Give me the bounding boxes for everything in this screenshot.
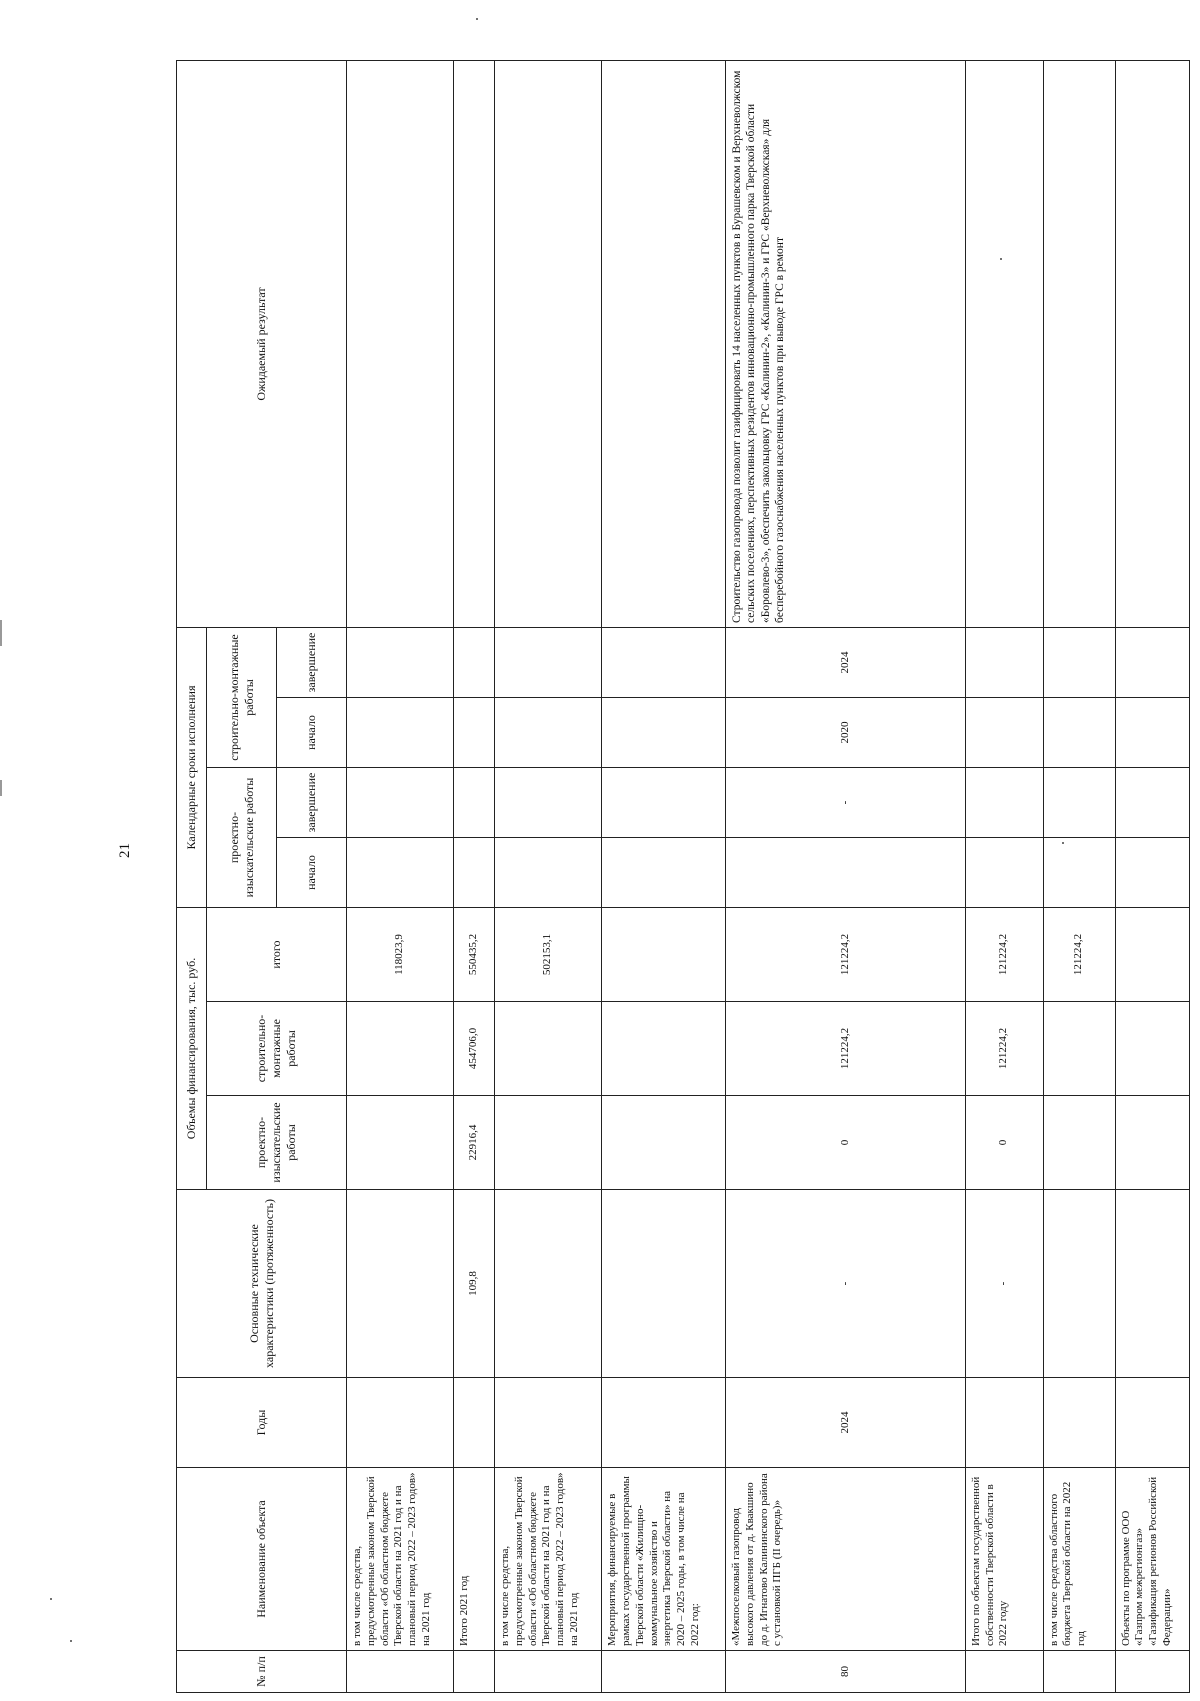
cell-result <box>495 60 602 627</box>
cell-construct-end: 2024 <box>726 627 966 697</box>
cell-fin-total: 118023,9 <box>347 908 454 1002</box>
cell-num <box>1043 1651 1115 1693</box>
header-fin-design: проектно-изыскательские работы <box>207 1096 347 1190</box>
cell-num <box>602 1651 726 1693</box>
cell-fin-total: 502153,1 <box>495 908 602 1002</box>
cell-fin-construct <box>1043 1002 1115 1096</box>
cell-num <box>454 1651 495 1693</box>
cell-design-start <box>347 838 454 908</box>
header-tech: Основные технические характеристики (протяженность) <box>177 1190 347 1378</box>
cell-name: в том числе средства, предусмотренные законом Тверской области «Об областном бюджете Тверской области на 2021 год и на плановый период 2022 – 2023 годов» на 2021 год <box>347 1468 454 1651</box>
cell-years <box>1115 1378 1189 1468</box>
table-row <box>965 60 1043 1692</box>
cell-design-end <box>1043 768 1115 838</box>
header-design-end: завершение <box>277 768 347 838</box>
cell-fin-design: 0 <box>726 1096 966 1190</box>
cell-num <box>495 1651 602 1693</box>
cell-design-start <box>1115 838 1189 908</box>
cell-fin-total <box>1115 908 1189 1002</box>
header-cal-construct: строительно-монтажные работы <box>207 627 277 767</box>
cell-tech <box>495 1190 602 1378</box>
cell-result <box>1043 60 1115 627</box>
cell-fin-construct: 454706,0 <box>454 1002 495 1096</box>
cell-design-start <box>454 838 495 908</box>
cell-tech <box>602 1190 726 1378</box>
header-num: № п/п <box>177 1651 347 1693</box>
rotated-table-container <box>176 61 1190 1693</box>
cell-construct-start <box>965 698 1043 768</box>
table-row <box>1043 60 1115 1692</box>
cell-result <box>347 60 454 627</box>
header-design-start: начало <box>277 838 347 908</box>
cell-result <box>454 60 495 627</box>
cell-fin-design: 22916,4 <box>454 1096 495 1190</box>
cell-fin-construct <box>1115 1002 1189 1096</box>
cell-construct-start <box>454 698 495 768</box>
cell-construct-end <box>495 627 602 697</box>
cell-design-end: - <box>726 768 966 838</box>
cell-design-end <box>454 768 495 838</box>
cell-tech <box>1115 1190 1189 1378</box>
cell-years <box>347 1378 454 1468</box>
table-row <box>602 60 726 1692</box>
cell-fin-construct <box>602 1002 726 1096</box>
table-row <box>495 60 602 1692</box>
scan-speck <box>476 18 478 20</box>
cell-fin-total: 550435,2 <box>454 908 495 1002</box>
cell-design-end <box>965 768 1043 838</box>
cell-result: Строительство газопровода позволит газифицировать 14 населенных пунктов в Бурашевском и Верхневолжском сельских поселениях, перспективных резидентов инновационно-промышленного парка Тверской области «Боровлево-3», обеспечить закольцовку ГРС «Калинин-2», «Калинин-3» и ГРС «Верхневолжская» для бесперебойного газоснабжения населенных пунктов при выводе ГРС в ремонт <box>726 60 966 627</box>
cell-fin-design <box>1043 1096 1115 1190</box>
cell-fin-total: 121224,2 <box>726 908 966 1002</box>
cell-num <box>965 1651 1043 1693</box>
cell-construct-start <box>495 698 602 768</box>
cell-num <box>1115 1651 1189 1693</box>
header-years: Годы <box>177 1378 347 1468</box>
scan-speck <box>70 1640 72 1642</box>
cell-construct-start <box>1115 698 1189 768</box>
cell-name: Объекты по программе ООО «Газпром межрегионгаз» «Газификация регионов Российской Федерации» <box>1115 1468 1189 1651</box>
cell-construct-start: 2020 <box>726 698 966 768</box>
cell-years <box>602 1378 726 1468</box>
cell-name: «Межпоселковый газопровод высокого давления от д. Квакшино до д. Игнатово Калининского района с установкой ПГБ (II очередь)» <box>726 1468 966 1651</box>
cell-tech: 109,8 <box>454 1190 495 1378</box>
cell-construct-end <box>1043 627 1115 697</box>
scan-speck <box>50 1598 52 1600</box>
page-number: 21 <box>117 843 133 858</box>
header-name: Наименование объекта <box>177 1468 347 1651</box>
header-construct-start: начало <box>277 698 347 768</box>
header-result: Ожидаемый результат <box>177 60 347 627</box>
cell-years <box>454 1378 495 1468</box>
cell-years <box>495 1378 602 1468</box>
header-fin-construct: строительно-монтажные работы <box>207 1002 347 1096</box>
cell-design-start <box>602 838 726 908</box>
cell-years <box>965 1378 1043 1468</box>
cell-name: в том числе средства областного бюджета Тверской области на 2022 год <box>1043 1468 1115 1651</box>
cell-fin-design <box>1115 1096 1189 1190</box>
scan-edge-mark <box>0 620 2 646</box>
header-cal-design: проектно-изыскательские работы <box>207 768 277 908</box>
cell-result <box>1115 60 1189 627</box>
investment-table <box>176 60 1190 1693</box>
table-row <box>726 60 966 1692</box>
table-row <box>1115 60 1189 1692</box>
cell-name: Мероприятия, финансируемые в рамках государственной программы Тверской области «Жилищно-коммунальное хозяйство и энергетика Тверской области» на 2020 – 2025 годы, в том числе на 2022 год: <box>602 1468 726 1651</box>
cell-tech: - <box>726 1190 966 1378</box>
cell-tech <box>347 1190 454 1378</box>
cell-design-start <box>495 838 602 908</box>
cell-fin-construct <box>495 1002 602 1096</box>
cell-construct-start <box>602 698 726 768</box>
table-row <box>347 60 454 1692</box>
cell-construct-end <box>1115 627 1189 697</box>
cell-construct-end <box>454 627 495 697</box>
cell-name: Итого 2021 год <box>454 1468 495 1651</box>
cell-construct-end <box>347 627 454 697</box>
cell-tech: - <box>965 1190 1043 1378</box>
cell-fin-total: 121224,2 <box>1043 908 1115 1002</box>
cell-fin-design <box>495 1096 602 1190</box>
cell-construct-start <box>347 698 454 768</box>
cell-fin-total: 121224,2 <box>965 908 1043 1002</box>
header-construct-end: завершение <box>277 627 347 697</box>
cell-name: в том числе средства, предусмотренные законом Тверской области «Об областном бюджете Тверской области на 2021 год и на плановый период 2022 – 2023 годов» на 2021 год <box>495 1468 602 1651</box>
cell-fin-construct <box>347 1002 454 1096</box>
cell-design-start <box>1043 838 1115 908</box>
cell-construct-end <box>602 627 726 697</box>
cell-design-end <box>495 768 602 838</box>
cell-design-start <box>726 838 966 908</box>
cell-construct-start <box>1043 698 1115 768</box>
cell-fin-total <box>602 908 726 1002</box>
cell-num <box>347 1651 454 1693</box>
cell-design-end <box>347 768 454 838</box>
cell-result <box>965 60 1043 627</box>
cell-tech <box>1043 1190 1115 1378</box>
cell-fin-design <box>602 1096 726 1190</box>
header-finance-group: Объемы финансирования, тыс. руб. <box>177 908 207 1190</box>
cell-fin-construct: 121224,2 <box>726 1002 966 1096</box>
cell-years <box>1043 1378 1115 1468</box>
cell-name: Итого по объектам государственной собственности Тверской области в 2022 году <box>965 1468 1043 1651</box>
cell-fin-construct: 121224,2 <box>965 1002 1043 1096</box>
cell-fin-design <box>347 1096 454 1190</box>
cell-design-end <box>1115 768 1189 838</box>
cell-design-end <box>602 768 726 838</box>
header-calendar-group: Календарные сроки исполнения <box>177 627 207 907</box>
cell-design-start <box>965 838 1043 908</box>
scan-edge-mark <box>0 780 2 796</box>
header-fin-total: итого <box>207 908 347 1002</box>
cell-construct-end <box>965 627 1043 697</box>
cell-result <box>602 60 726 627</box>
cell-num: 80 <box>726 1651 966 1693</box>
cell-years: 2024 <box>726 1378 966 1468</box>
table-row <box>454 60 495 1692</box>
cell-fin-design: 0 <box>965 1096 1043 1190</box>
